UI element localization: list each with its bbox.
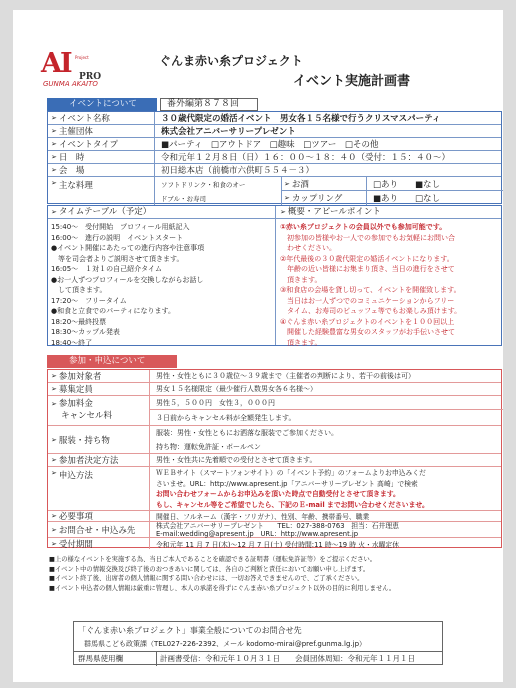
- timetable-line: して頂きます。: [51, 286, 107, 294]
- label-datetime: 日 時: [58, 153, 85, 163]
- arrow-icon: ➢: [51, 114, 57, 122]
- note-item: ■イベント申込者の個人情報は厳重に管理し、本人の承諾を得ずにぐんま赤い糸プロジェクト以外の目的に利用しません。: [49, 584, 396, 592]
- appeal-line: ③和食店の会場を貸し切って、イベントを開催致します。: [280, 286, 461, 294]
- notes-list: [49, 555, 504, 593]
- timetable-list: [51, 222, 273, 348]
- appeal-line: ②年代最後の３０歳代限定の婚活イベントになります。: [280, 254, 454, 263]
- note-item: ■上の様なイベントを実施する為、当日ご本人であることを確認できる証明書（運転免許証等）をご提示ください。: [49, 556, 377, 563]
- overview-header: ➢ 概要・アピールポイント: [280, 207, 381, 217]
- value-capacity: 男女１５名様限定（最少催行人数男女各６名様～）: [156, 385, 317, 393]
- timetable-line: 等を司会者よりご説明させて頂きます。: [51, 254, 184, 263]
- logo-subtitle: GUNMA AKAITO: [43, 80, 98, 88]
- label-venue: 会 場: [58, 166, 85, 176]
- prefecture-use-value: 計画書受信：令和元年１０月３１日 会員団体周知：令和元年１１月１日: [160, 654, 415, 663]
- value-cancel: ３日前からキャンセル料が全額発生します。: [156, 414, 296, 422]
- row-apply: ➢ 申込方法 ＷＥＢサイト（スマートフォンサイト）の「イベント予約」のフォームよりお申込みくだ さいませ。URL：http://www.apresent.jp「アニバーサリープレゼント 高崎」で検索 お問い合わせフォームからお申込みを頂いた時点で自動受付とさせて頂きます。 もし、キャンセル等をご希望でしたら、下記のＥ-mail までお問い合わせくださいませ。: [48, 467, 501, 511]
- logo-pro: PRO: [79, 72, 102, 82]
- event-info-table: [47, 111, 502, 204]
- row-dress: ➢ 服装・持ち物 服装：男性・女性ともにお洒落な服装でご参加ください。 持ち物：運転免許証・ボールペン: [48, 426, 501, 454]
- document-page: [13, 10, 503, 682]
- appeal-line: タイム、お寿司のビュッフェ等でもお楽しみ頂けます。: [280, 307, 462, 315]
- timetable-line: ●お一人ずつプロフィールを交換しながらお話し: [51, 275, 204, 284]
- value-required: 開催日、フルネーム（漢字・フリガナ）、性別、年齢、携帯番号、職業: [156, 513, 370, 521]
- timetable-header: ➢ タイムテーブル（予定）: [48, 206, 501, 219]
- logo-mark: AI: [41, 48, 71, 79]
- event-section-header: イベントについて: [47, 98, 157, 111]
- row-food: [48, 177, 501, 205]
- episode-number: 番外編第８７８回: [160, 98, 258, 111]
- note-item: ■イベント終了後、出席者の個人情報に関する問い合わせには、一切お答えできませんので、ご了承ください。: [49, 575, 364, 582]
- logo-tag: Project: [75, 55, 89, 60]
- value-venue: 初日総本店（前橋市六供町５５４－３）: [161, 166, 315, 176]
- value-inquiry: 株式会社アニバーサリープレゼント TEL：027-388-0763 担当：石井理恵 E-mail:wedding@apresent.jp URL：http://www.apresent.jp: [156, 522, 399, 538]
- value-items: 持ち物：運転免許証・ボールペン: [156, 443, 261, 451]
- arrow-icon: ➢: [51, 525, 57, 534]
- logo: [41, 48, 111, 88]
- row-datetime: [48, 151, 501, 164]
- inquiry-email-url[interactable]: E-mail:wedding@apresent.jp URL：http://www.apresent.jp: [156, 530, 359, 538]
- appeal-line: 初参加の皆様やお一人での参加でもお気軽にお問い合: [280, 233, 455, 242]
- value-coupling: ■あり □なし: [373, 194, 441, 204]
- apply-url-line[interactable]: さいませ。URL：http://www.apresent.jp「アニバーサリープレゼント 高崎」で検索: [156, 479, 418, 488]
- arrow-icon: ➢: [51, 435, 57, 444]
- value-period: 令和元年 11 月 7 日(木)～12 月 7 日(土) 受付時間:11 時～19 時 火・水曜定休: [156, 540, 400, 549]
- appeal-line: 頂きます。: [280, 338, 322, 347]
- timetable-line: 16:00～ 進行の説明 イベントスタート: [51, 233, 184, 242]
- timetable-line: 18:20～最終投票: [51, 317, 107, 326]
- label-organizer: 主催団体: [58, 127, 93, 137]
- arrow-icon: ➢: [51, 539, 57, 548]
- contact-title: 「ぐんま赤い糸プロジェクト」事業全般についてのお問合せ先: [78, 626, 302, 635]
- value-target: 男性・女性ともに３０歳位～３９歳まで（主催者の判断により、若干の前後は可）: [156, 372, 415, 380]
- row-inquiry: ➢ お問合せ・申込み先 株式会社アニバーサリープレゼント TEL：027-388-0763 担当：石井理恵 E-mail:wedding@apresent.jp URL：http://www.apresent.jp: [48, 522, 501, 538]
- appeal-points: [280, 222, 500, 348]
- label-event-name: イベント名称: [58, 114, 110, 124]
- arrow-icon: ➢: [51, 469, 57, 477]
- value-food-2: ドブル・お寿司: [161, 194, 207, 203]
- appeal-line: 開催した経験豊富な男女のスタッフがお手伝いさせて: [280, 328, 455, 336]
- value-alcohol: □あり ■なし: [373, 179, 441, 190]
- label-coupling: ➢ カップリング: [284, 194, 343, 204]
- row-decide: ➢ 参加者決定方法 男性・女性共に先着順での受付とさせて頂きます。: [48, 454, 501, 467]
- value-decide: 男性・女性共に先着順での受付とさせて頂きます。: [156, 456, 317, 464]
- arrow-icon: ➢: [51, 153, 57, 161]
- appeal-line: 頂きます。: [280, 275, 322, 284]
- appeal-line: 当日はお一人ずつでのコミュニケーションからフリー: [280, 296, 455, 305]
- timetable-table: [47, 205, 502, 346]
- appeal-line: わせください。: [280, 244, 336, 252]
- row-event-name: [48, 112, 501, 125]
- prefecture-use-label: 群馬県使用欄: [78, 654, 123, 663]
- arrow-icon: ➢: [51, 166, 57, 174]
- timetable-line: 15:40～ 受付開始 プロフィール用紙記入: [51, 223, 190, 231]
- arrow-icon: ➢: [51, 400, 57, 408]
- timetable-line: ●イベント開催にあたっての進行内容や注意事項: [51, 244, 205, 252]
- timetable-line: 16:05～ １対１の自己紹介タイム: [51, 265, 163, 273]
- document-title: イベント実施計画書: [293, 74, 411, 89]
- row-organizer: [48, 125, 501, 138]
- value-dress: 服装：男性・女性ともにお洒落な服装でご参加ください。: [156, 429, 338, 437]
- row-required: ➢ 必要事項 開催日、フルネーム（漢字・フリガナ）、性別、年齢、携帯番号、職業: [48, 511, 501, 522]
- arrow-icon: ➢: [51, 140, 57, 148]
- arrow-icon: ➢: [51, 372, 57, 380]
- arrow-icon: ➢: [51, 456, 57, 464]
- value-food-1: ソフトドリンク・和食のオー: [161, 180, 246, 189]
- row-target: ➢ 参加対象者 男性・女性ともに３０歳位～３９歳まで（主催者の判断により、若干の前後は可）: [48, 370, 501, 383]
- timetable-line: 18:30～カップル発表: [51, 328, 120, 336]
- participation-section-header: 参加・申込について: [47, 355, 177, 368]
- row-venue: [48, 164, 501, 177]
- arrow-icon: ➢: [51, 385, 57, 393]
- arrow-icon: ➢: [51, 127, 57, 135]
- participation-table: [47, 369, 502, 548]
- appeal-line: ①赤い糸プロジェクトの会員以外でも参加可能です。: [280, 223, 447, 231]
- timetable-line: 18:40～終了: [51, 338, 93, 347]
- label-food: 主な料理: [58, 181, 93, 191]
- value-event-name: ３０歳代限定の婚活イベント 男女各１５名様で行うクリスマスパーティ: [161, 114, 441, 124]
- value-datetime: 令和元年１２月８日（日）１６：００～１８：４０（受付：１５：４０～）: [161, 153, 451, 163]
- contact-detail: 群馬県こども政策課（TEL027-226-2392、メール kodomo-mirai@pref.gunma.lg.jp）: [84, 640, 367, 648]
- contact-box: [73, 621, 443, 665]
- value-fee: 男性５，５００円 女性３，０００円: [150, 396, 503, 410]
- appeal-line: 年齢の近い皆様にお集まり頂き、当日の進行をさせて: [280, 265, 455, 273]
- value-apply: ＷＥＢサイト（スマートフォンサイト）の「イベント予約」のフォームよりお申込みくだ さいませ。URL：http://www.apresent.jp「アニバーサリープレゼント 高崎」で検索 お問い合わせフォームからお申込みを頂いた時点で自動受付とさせて頂きます。 もし、キャンセル等をご希望でしたら、下記のＥ-mail までお問い合わせくださいませ。: [156, 469, 429, 509]
- value-event-type: ■パーティ □アウトドア □趣味 □ツアー □その他: [161, 140, 379, 150]
- timetable-line: ●和食と立食でのパーティになります。: [51, 307, 175, 315]
- row-event-type: [48, 138, 501, 151]
- value-organizer: 株式会社アニバーサリープレゼント: [161, 127, 296, 137]
- timetable-line: 17:20～ フリータイム: [51, 296, 127, 305]
- row-capacity: ➢ 募集定員 男女１５名様限定（最少催行人数男女各６名様～）: [48, 383, 501, 396]
- row-period: ➢ 受付期間 令和元年 11 月 7 日(木)～12 月 7 日(土) 受付時間:11 時～19 時 火・水曜定休: [48, 538, 501, 549]
- arrow-icon: ➢: [51, 179, 57, 187]
- label-alcohol: ➢ お酒: [284, 179, 309, 190]
- arrow-icon: ➢: [51, 512, 57, 520]
- row-fee: ➢ 参加料金 キャンセル料 男性５，５００円 女性３，０００円 ３日前からキャンセル料が全額発生します。: [48, 396, 501, 426]
- appeal-line: ④ぐんま赤い糸プロジェクトのイベントを１００回以上: [280, 317, 455, 326]
- note-item: ■イベント中の情報交換及び終了後のおつきあいに関しては、各自のご判断と責任においてお願い申し上げます。: [49, 565, 370, 573]
- label-event-type: イベントタイプ: [58, 140, 118, 150]
- project-title: ぐんま赤い糸プロジェクト: [159, 54, 303, 68]
